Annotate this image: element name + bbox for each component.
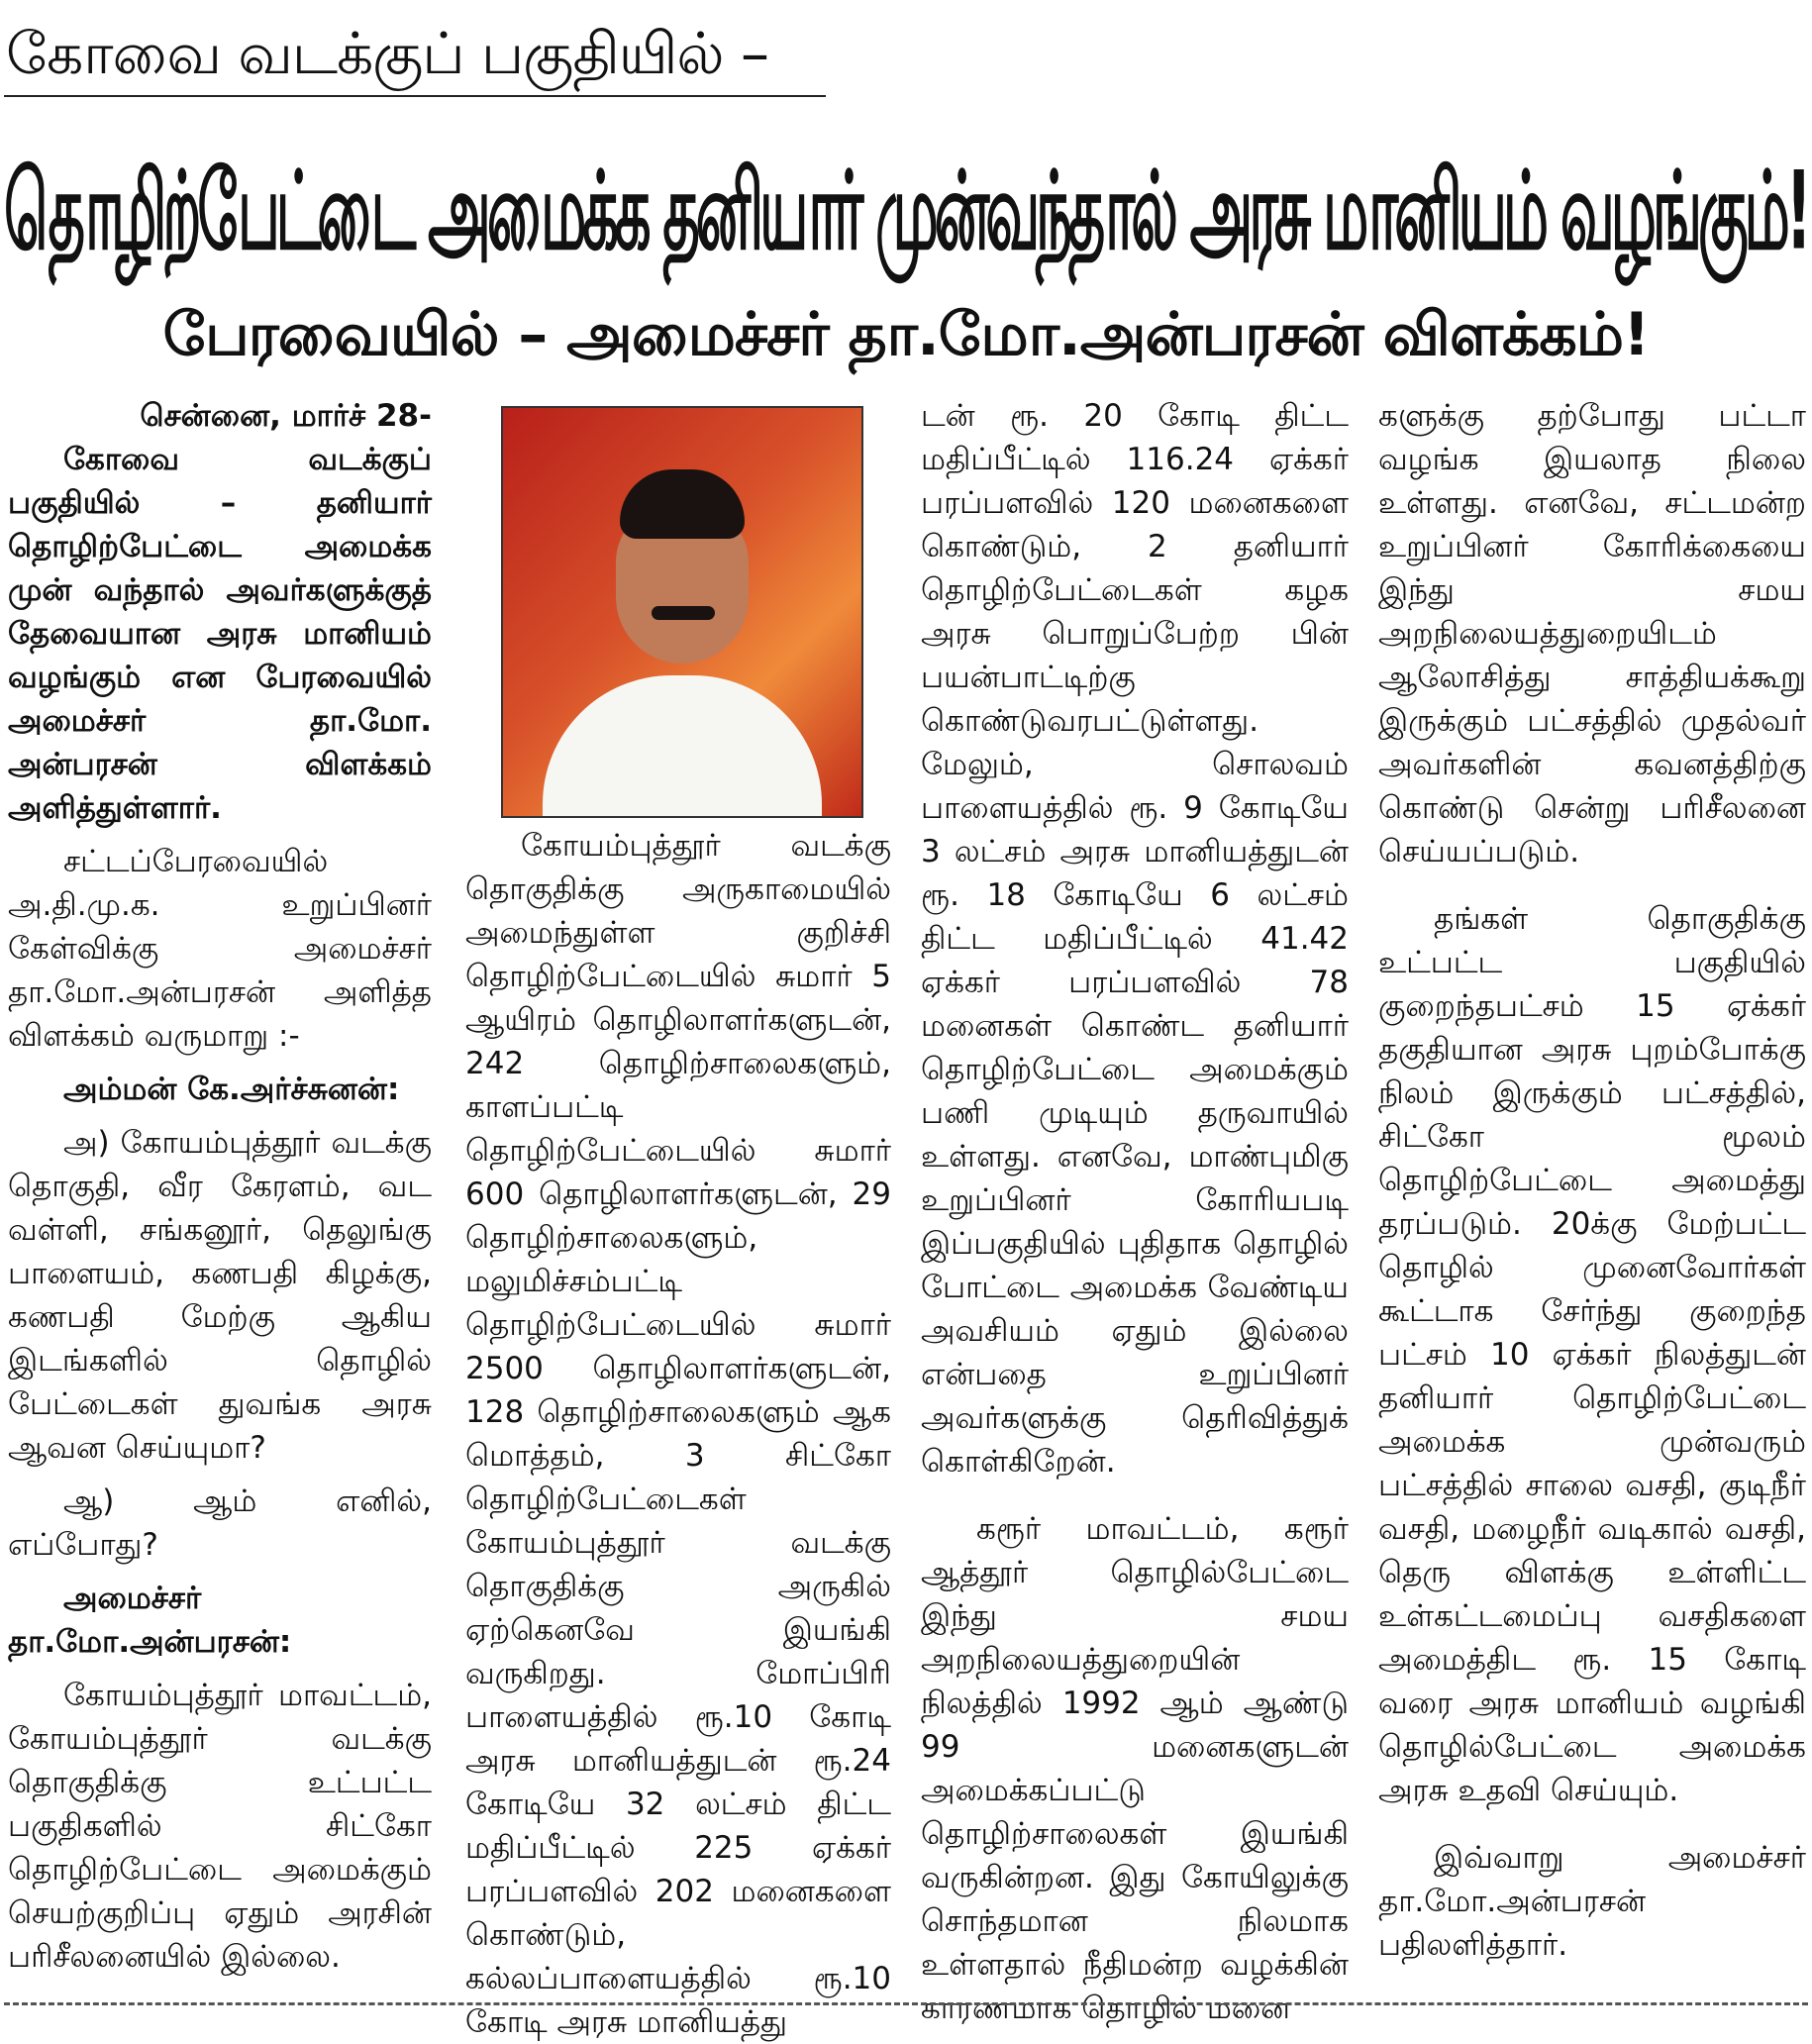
question-a: அ) கோயம்புத்தூர் வடக்கு தொகுதி, வீர கேரளம், வட வள்ளி, சங்கனூர், தெலுங்கு பாளையம், கணபதி கிழக்கு, கணபதி மேற்கு ஆகிய இடங்களில் தொழில் பேட்டைகள் துவங்க அரசு ஆவன செய்யுமா? <box>8 1125 432 1466</box>
dateline: சென்னை, மார்ச் 28- <box>140 398 432 434</box>
body-paragraph: கரூர் மாவட்டம், கரூர் ஆத்தூர் தொழில்பேட்டை இந்து சமய அறநிலையத்துறையின் நிலத்தில் 1992 ஆம் ஆண்டு 99 மனைகளுடன் அமைக்கப்பட்டு தொழிற்சாலைகள் இயங்கி வருகின்றன. இது கோயிலுக்கு சொந்தமான நிலமாக உள்ளதால் நீதிமன்ற வழக்கின் காரணமாக தொழில் மனை <box>921 1511 1349 2026</box>
body-paragraph: சட்டப்பேரவையில் அ.தி.மு.க. உறுப்பினர் கேள்விக்கு அமைச்சர் தா.மோ.அன்பரசன் அளித்த விளக்கம் வருமாறு :- <box>8 844 432 1054</box>
body-paragraph: டன் ரூ. 20 கோடி திட்ட மதிப்பீட்டில் 116.24 ஏக்கர் பரப்பளவில் 120 மனைகளை கொண்டும், 2 தனியார் தொழிற்பேட்டைகள் கழக அரசு பொறுப்பேற்ற பின் பயன்பாட்டிற்கு கொண்டுவரபட்டுள்ளது. மேலும், சொலவம் பாளையத்தில் ரூ. 9 கோடியே 3 லட்சம் அரசு மானியத்துடன் ரூ. 18 கோடியே 6 லட்சம் திட்ட மதிப்பீட்டில் 41.42 ஏக்கர் பரப்பளவில் 78 மனைகள் கொண்ட தனியார் தொழிற்பேட்டை அமைக்கும் பணி முடியும் தருவாயில் உள்ளது. எனவே, மாண்புமிகு உறுப்பினர் கோரியபடி இப்பகுதியில் புதிதாக தொழில் போட்டை அமைக்க வேண்டிய அவசியம் ஏதும் இல்லை என்பதை உறுப்பினர் அவர்களுக்கு தெரிவித்துக் கொள்கிறேன். <box>921 398 1349 1480</box>
column-4 <box>1378 394 1806 1967</box>
question-b: ஆ) ஆம் எனில், எப்போது? <box>8 1483 432 1563</box>
column-1 <box>8 394 432 1979</box>
bottom-rule <box>4 2002 1808 2005</box>
photo-hair <box>620 469 745 539</box>
body-paragraph: கோயம்புத்தூர் மாவட்டம், கோயம்புத்தூர் வடக்கு தொகுதிக்கு உட்பட்ட பகுதிகளில் சிட்கோ தொழிற்பேட்டை அமைக்கும் செயற்குறிப்பு ஏதும் அரசின் பரிசீலனையில் இல்லை. <box>8 1678 432 1975</box>
kicker: கோவை வடக்குப் பகுதியில் – <box>6 20 768 87</box>
photo-shirt <box>543 675 822 816</box>
body-paragraph: தங்கள் தொகுதிக்கு உட்பட்ட பகுதியில் குறைந்தபட்சம் 15 ஏக்கர் தகுதியான அரசு புறம்போக்கு நிலம் இருக்கும் பட்சத்தில், சிட்கோ மூலம் தொழிற்பேட்டை அமைத்து தரப்படும். 20க்கு மேற்பட்ட தொழில் முனைவோர்கள் கூட்டாக சேர்ந்து குறைந்த பட்சம் 10 ஏக்கர் நிலத்துடன் தனியார் தொழிற்பேட்டை அமைக்க முன்வரும் பட்சத்தில் சாலை வசதி, குடிநீர் வசதி, மழைநீர் வடிகால் வசதி, தெரு விளக்கு உள்ளிட்ட உள்கட்டமைப்பு வசதிகளை அமைத்திட ரூ. 15 கோடி வரை அரசு மானியம் வழங்கி தொழில்பேட்டை அமைக்க அரசு உதவி செய்யும். <box>1378 901 1806 1808</box>
lead-paragraph: கோவை வடக்குப் பகுதியில் – தனியார் தொழிற்பேட்டை அமைக்க முன் வந்தால் அவர்களுக்குத் தேவையான அரசு மானியம் வழங்கும் என பேரவையில் அமைச்சர் தா.மோ. அன்பரசன் விளக்கம் அளித்துள்ளார். <box>8 442 432 826</box>
column-2 <box>465 824 891 2044</box>
body-paragraph: கோயம்புத்தூர் வடக்கு தொகுதிக்கு அருகாமையில் அமைந்துள்ள குறிச்சி தொழிற்பேட்டையில் சுமார் 5 ஆயிரம் தொழிலாளர்களுடன், 242 தொழிற்சாலைகளும், காளப்பட்டி தொழிற்பேட்டையில் சுமார் 600 தொழிலாளர்களுடன், 29 தொழிற்சாலைகளும், மலுமிச்சம்பட்டி தொழிற்பேட்டையில் சுமார் 2500 தொழிலாளர்களுடன், 128 தொழிற்சாலைகளும் ஆக மொத்தம், 3 சிட்கோ தொழிற்பேட்டைகள் கோயம்புத்தூர் வடக்கு தொகுதிக்கு அருகில் ஏற்கெனவே இயங்கி வருகிறது. மோப்பிரி பாளையத்தில் ரூ.10 கோடி அரசு மானியத்துடன் ரூ.24 கோடியே 32 லட்சம் திட்ட மதிப்பீட்டில் 225 ஏக்கர் பரப்பளவில் 202 மனைகளை கொண்டும், கல்லப்பாளையத்தில் ரூ.10 கோடி அரசு மானியத்து <box>465 828 891 2040</box>
speaker-name: அம்மன் கே.அர்ச்சுனன்: <box>63 1072 400 1107</box>
headline: தொழிற்பேட்டை அமைக்க தனியார் முன்வந்தால் அரசு மானியம் வழங்கும்! <box>4 148 1808 274</box>
body-paragraph: களுக்கு தற்போது பட்டா வழங்க இயலாத நிலை உள்ளது. எனவே, சட்டமன்ற உறுப்பினர் கோரிக்கையை இந்து சமய அறநிலையத்துறையிடம் ஆலோசித்து சாத்தியக்கூறு இருக்கும் பட்சத்தில் முதல்வர் அவர்களின் கவனத்திற்கு கொண்டு சென்று பரிசீலனை செய்யப்படும். <box>1378 398 1806 869</box>
subhead: பேரவையில் – அமைச்சர் தா.மோ.அன்பரசன் விளக்கம்! <box>162 300 1650 369</box>
closing-paragraph: இவ்வாறு அமைச்சர் தா.மோ.அன்பரசன் பதிலளித்தார். <box>1378 1840 1806 1963</box>
column-3 <box>921 394 1349 2030</box>
minister-photo <box>501 406 863 818</box>
photo-moustache <box>652 606 715 620</box>
speaker-name: அமைச்சர் தா.மோ.அன்பரசன்: <box>8 1581 292 1660</box>
kicker-rule <box>4 95 826 97</box>
